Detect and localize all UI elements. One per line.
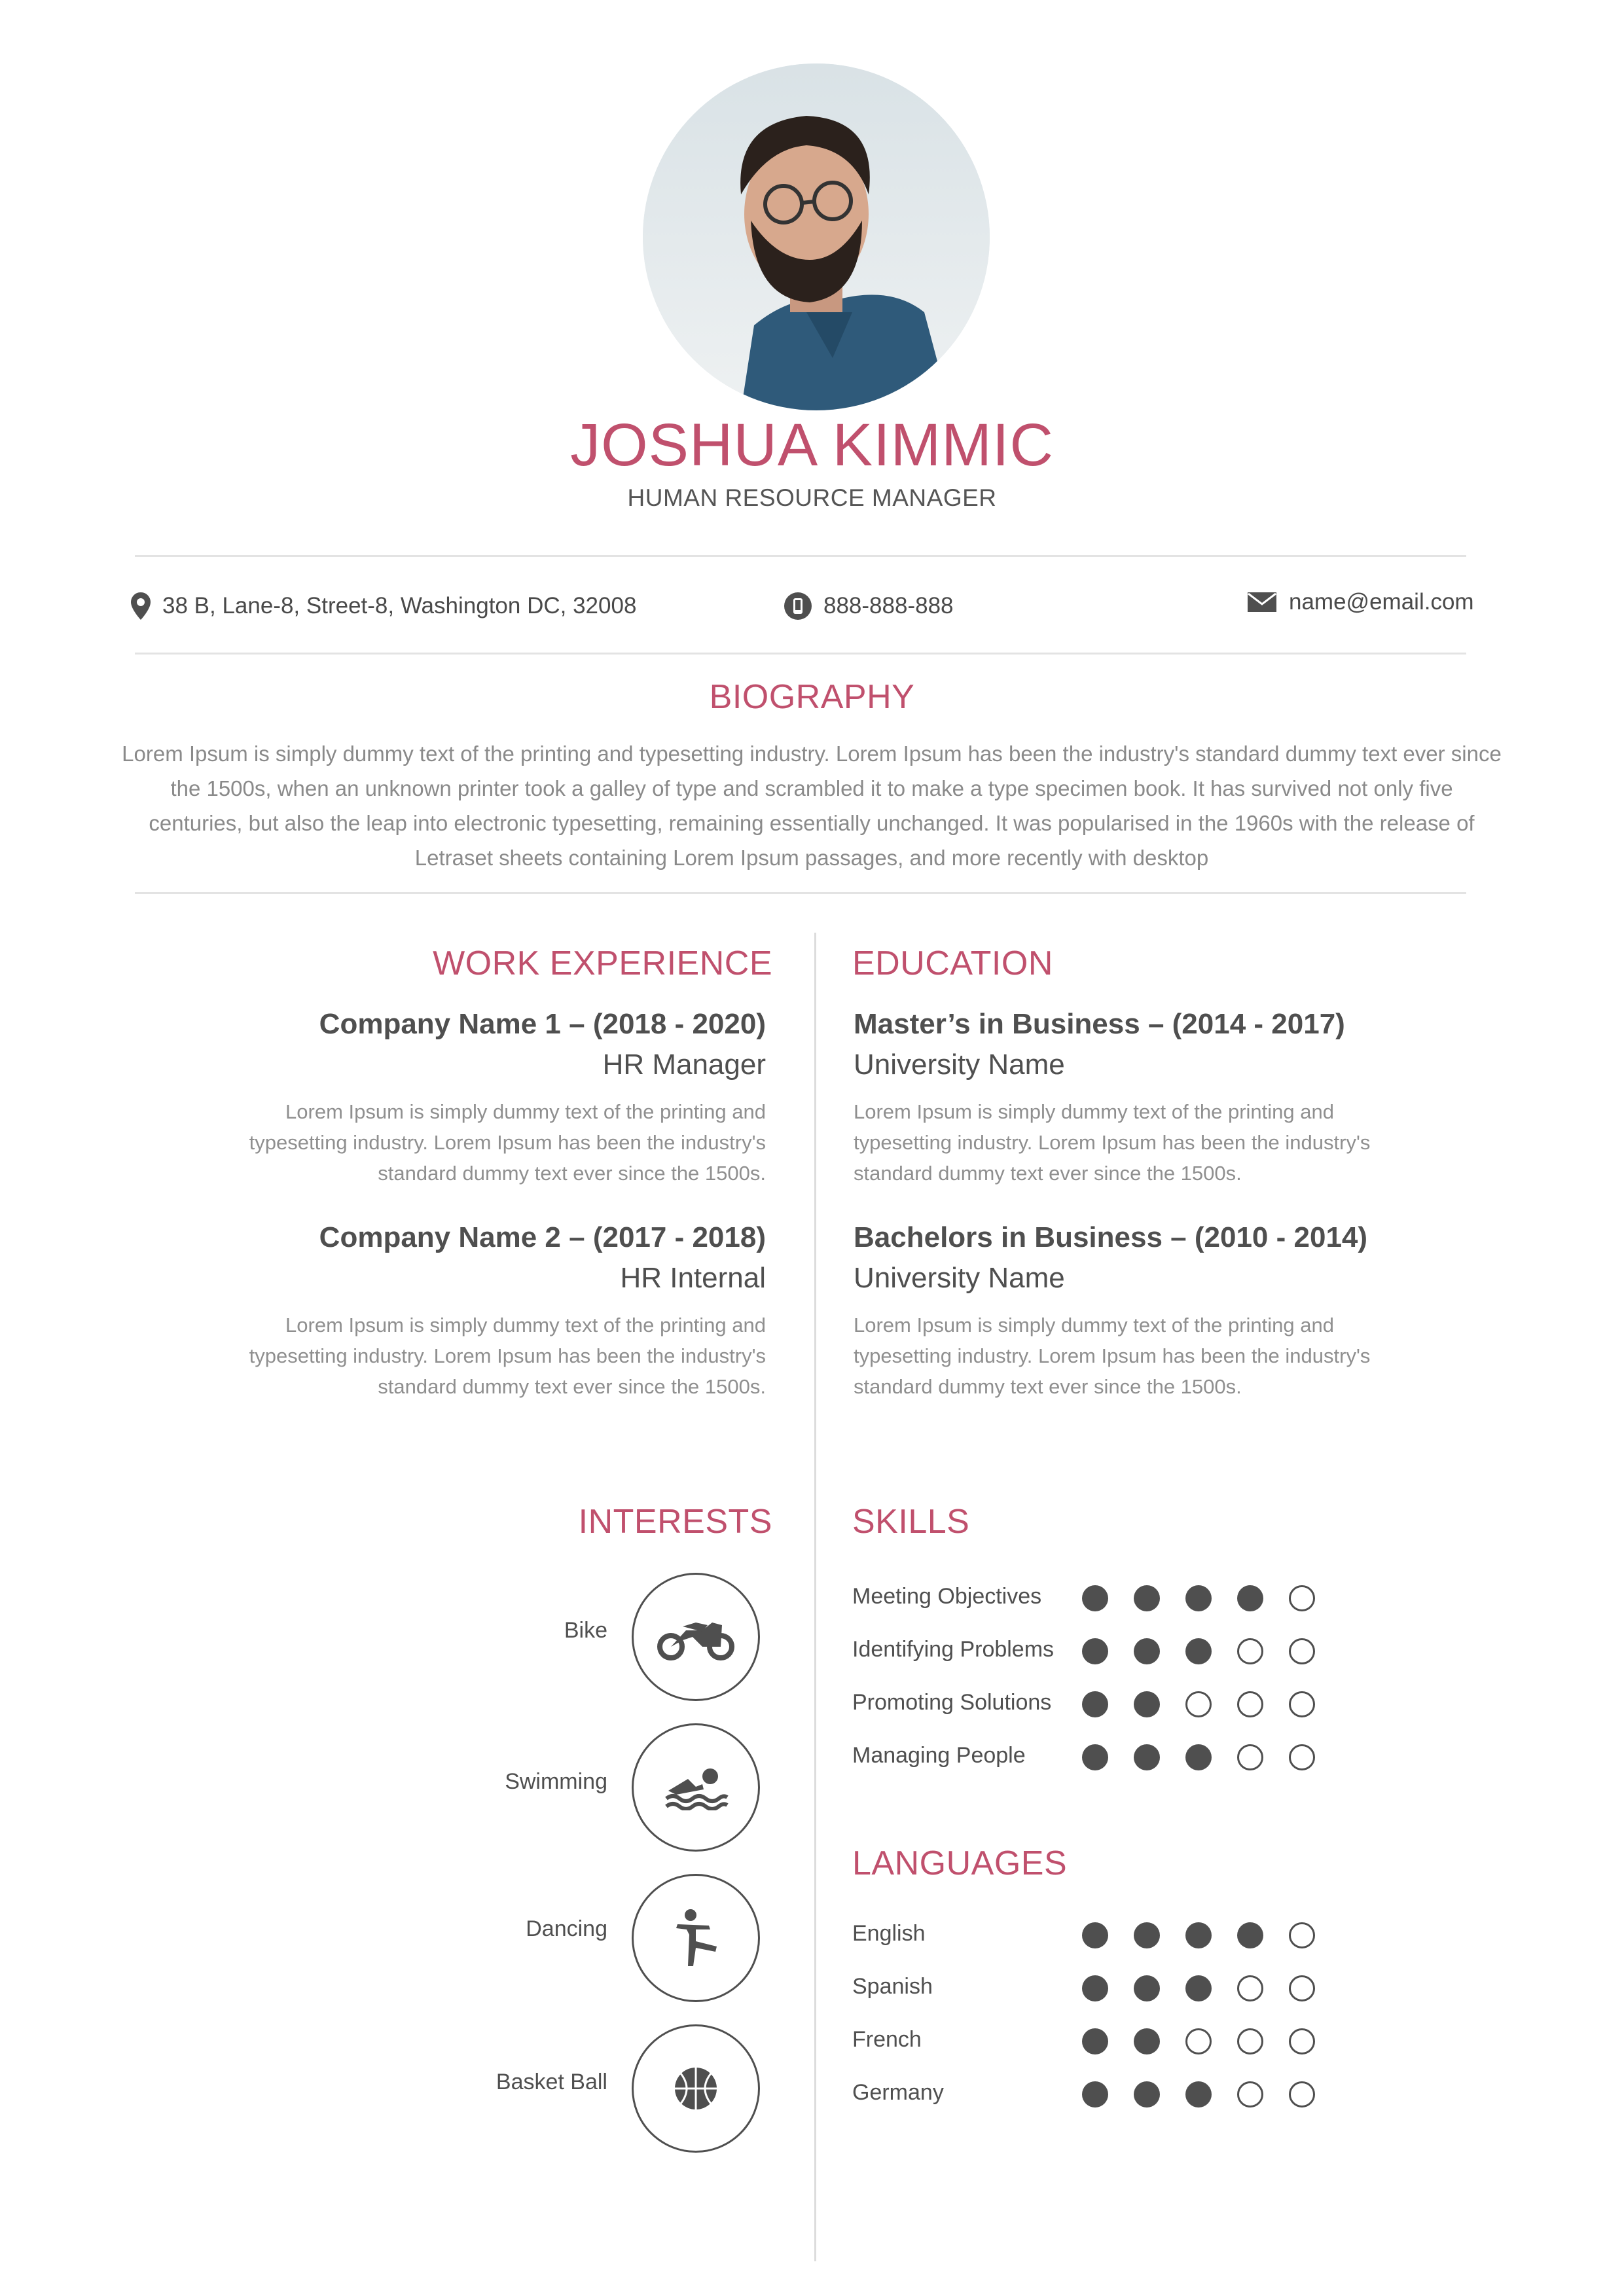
rating-dot-filled xyxy=(1185,1744,1212,1770)
rating-label: English xyxy=(852,1921,926,1946)
biography-text: Lorem Ipsum is simply dummy text of the printing and typesetting industry. Lorem Ipsum has been the industry's standard dummy text ever since the 1500s, when an unknown printer took a galley of type and scrambled it to make a type specimen book. It has survived not only five centuries, but also the leap into electronic typesetting, remaining essentially unchanged. It was popularised in the 1960s with the release of Letraset sheets containing Lorem Ipsum passages, and more recently with desktop xyxy=(122,742,1502,870)
rating-dots xyxy=(1082,1638,1315,1664)
interest-swimming xyxy=(632,1723,760,1852)
work-experience-title: WORK EXPERIENCE xyxy=(433,944,772,982)
rating-dot-filled xyxy=(1082,1744,1108,1770)
rating-dot-filled xyxy=(1134,1638,1160,1664)
rating-dot-filled xyxy=(1237,1922,1263,1948)
job-title: HUMAN RESOURCE MANAGER xyxy=(627,484,997,511)
rating-dots xyxy=(1082,1744,1315,1770)
phone-icon xyxy=(784,592,812,620)
work-description: Lorem Ipsum is simply dummy text of the printing and typesetting industry. Lorem Ipsum has been the industry's standard dummy text ever since the 1500s. xyxy=(249,1314,766,1398)
rating-dot-filled xyxy=(1134,1585,1160,1611)
rating-dot-empty xyxy=(1289,1638,1315,1664)
candidate-name: JOSHUA KIMMIC xyxy=(570,412,1054,478)
rating-dot-empty xyxy=(1237,1691,1263,1717)
divider xyxy=(135,653,1466,655)
rating-dot-empty xyxy=(1289,1975,1315,2001)
rating-label: Spanish xyxy=(852,1974,933,1999)
email-text: name@email.com xyxy=(1289,589,1474,615)
work-description: Lorem Ipsum is simply dummy text of the printing and typesetting industry. Lorem Ipsum has been the industry's standard dummy text ever since the 1500s. xyxy=(249,1100,766,1185)
rating-dot-empty xyxy=(1289,1922,1315,1948)
rating-dot-filled xyxy=(1134,1691,1160,1717)
rating-dot-filled xyxy=(1082,1691,1108,1717)
education-heading: Master’s in Business – (2014 - 2017) xyxy=(854,1008,1345,1040)
rating-dots xyxy=(1082,2081,1315,2108)
rating-label: Promoting Solutions xyxy=(852,1690,1052,1715)
rating-dots xyxy=(1082,1975,1315,2001)
rating-dot-empty xyxy=(1185,1691,1212,1717)
rating-dots xyxy=(1082,1691,1315,1717)
biography-title: BIOGRAPHY xyxy=(709,678,915,716)
rating-dot-filled xyxy=(1185,1975,1212,2001)
rating-dots xyxy=(1082,1585,1315,1611)
contact-email xyxy=(1247,589,1474,615)
profile-photo xyxy=(643,63,990,410)
contact-phone xyxy=(784,592,954,620)
education-heading: Bachelors in Business – (2010 - 2014) xyxy=(854,1221,1368,1253)
address-text: 38 B, Lane-8, Street-8, Washington DC, 32008 xyxy=(162,593,637,619)
rating-dot-empty xyxy=(1289,1691,1315,1717)
rating-dot-empty xyxy=(1289,1744,1315,1770)
interest-label: Swimming xyxy=(505,1769,607,1794)
basketball-icon xyxy=(673,2066,719,2111)
rating-dot-filled xyxy=(1185,1922,1212,1948)
phone-text: 888-888-888 xyxy=(823,593,954,619)
person-portrait-image xyxy=(643,63,990,410)
education-school: University Name xyxy=(854,1049,1065,1081)
languages-title: LANGUAGES xyxy=(852,1844,1068,1882)
work-role: HR Internal xyxy=(620,1262,766,1294)
rating-dot-empty xyxy=(1237,2081,1263,2108)
rating-dot-filled xyxy=(1134,1744,1160,1770)
skills-title: SKILLS xyxy=(852,1503,970,1541)
work-heading: Company Name 1 – (2018 - 2020) xyxy=(319,1008,766,1040)
envelope-icon xyxy=(1247,592,1277,613)
interests-title: INTERESTS xyxy=(578,1503,772,1541)
column-divider xyxy=(814,933,816,2261)
divider xyxy=(135,555,1466,557)
rating-dot-filled xyxy=(1185,1585,1212,1611)
interest-label: Dancing xyxy=(526,1916,607,1941)
interest-bike xyxy=(632,1573,760,1701)
rating-dot-filled xyxy=(1237,1585,1263,1611)
rating-label: Identifying Problems xyxy=(852,1637,1055,1662)
rating-dot-filled xyxy=(1134,2081,1160,2108)
rating-dot-empty xyxy=(1289,2028,1315,2054)
rating-dot-filled xyxy=(1082,1585,1108,1611)
rating-label: Germany xyxy=(852,2080,944,2105)
work-role: HR Manager xyxy=(602,1049,766,1081)
work-heading: Company Name 2 – (2017 - 2018) xyxy=(319,1221,766,1253)
rating-dot-empty xyxy=(1237,2028,1263,2054)
rating-dot-empty xyxy=(1289,2081,1315,2108)
education-description: Lorem Ipsum is simply dummy text of the printing and typesetting industry. Lorem Ipsum has been the industry's standard dummy text ever since the 1500s. xyxy=(854,1314,1371,1398)
rating-dot-filled xyxy=(1185,1638,1212,1664)
rating-dot-empty xyxy=(1289,1585,1315,1611)
rating-dot-empty xyxy=(1237,1744,1263,1770)
interest-label: Basket Ball xyxy=(496,2070,607,2094)
location-pin-icon xyxy=(131,592,151,620)
rating-label: French xyxy=(852,2027,922,2052)
education-description: Lorem Ipsum is simply dummy text of the printing and typesetting industry. Lorem Ipsum has been the industry's standard dummy text ever since the 1500s. xyxy=(854,1100,1371,1185)
rating-dot-filled xyxy=(1082,2028,1108,2054)
rating-dot-filled xyxy=(1082,1975,1108,2001)
rating-label: Managing People xyxy=(852,1743,1026,1768)
rating-dot-filled xyxy=(1082,2081,1108,2108)
rating-dot-filled xyxy=(1185,2081,1212,2108)
rating-dots xyxy=(1082,1922,1315,1948)
interest-dancing xyxy=(632,1874,760,2002)
interest-basketball xyxy=(632,2024,760,2153)
rating-dots xyxy=(1082,2028,1315,2054)
rating-dot-empty xyxy=(1185,2028,1212,2054)
dancer-icon xyxy=(670,1909,722,1967)
rating-dot-empty xyxy=(1237,1638,1263,1664)
rating-dot-filled xyxy=(1082,1638,1108,1664)
rating-dot-empty xyxy=(1237,1975,1263,2001)
motorcycle-icon xyxy=(657,1611,735,1663)
rating-dot-filled xyxy=(1134,2028,1160,2054)
education-title: EDUCATION xyxy=(852,944,1053,982)
contact-address xyxy=(131,592,636,620)
divider xyxy=(135,892,1466,894)
rating-dot-filled xyxy=(1134,1922,1160,1948)
rating-dot-filled xyxy=(1082,1922,1108,1948)
education-school: University Name xyxy=(854,1262,1065,1294)
rating-label: Meeting Objectives xyxy=(852,1584,1042,1609)
swimmer-icon xyxy=(663,1765,729,1810)
rating-dot-filled xyxy=(1134,1975,1160,2001)
interest-label: Bike xyxy=(564,1618,607,1643)
